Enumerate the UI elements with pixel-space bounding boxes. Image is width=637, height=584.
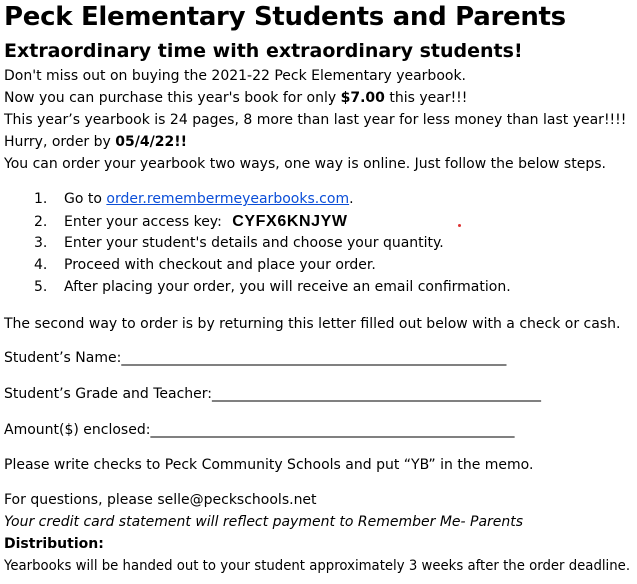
step-text: After placing your order, you will receive an email confirmation.	[64, 279, 511, 295]
intro-line-2	[4, 90, 467, 106]
step-text: Enter your student's details and choose your quantity.	[64, 235, 444, 251]
list-item	[34, 191, 354, 207]
list-item	[34, 279, 511, 295]
intro-line-4	[4, 134, 187, 150]
step-number: 2.	[34, 214, 48, 230]
access-key: CYFX6KNJYW	[232, 213, 348, 230]
step-text: Go to	[64, 191, 107, 207]
page-subtitle: Extraordinary time with extraordinary students!	[4, 40, 523, 62]
amount-field[interactable]: Amount($) enclosed:____________________________________________________	[4, 422, 515, 438]
step-number: 3.	[34, 235, 48, 251]
checks-note: Please write checks to Peck Community Schools and put “YB” in the memo.	[4, 457, 534, 473]
page-title: Peck Elementary Students and Parents	[4, 2, 566, 32]
list-item	[34, 213, 348, 231]
price-text-post: this year!!!	[384, 90, 468, 106]
list-item	[34, 257, 376, 273]
step-text: Proceed with checkout and place your order.	[64, 257, 376, 273]
list-item	[34, 235, 444, 251]
price-text-pre: Now you can purchase this year's book for only	[4, 90, 341, 106]
red-dot-mark	[458, 224, 461, 227]
grade-teacher-field[interactable]: Student’s Grade and Teacher:_______________________________________________	[4, 386, 542, 402]
distribution-text: Yearbooks will be handed out to your student approximately 3 weeks after the order deadline.	[4, 558, 631, 574]
student-name-field[interactable]: Student’s Name:_______________________________________________________	[4, 350, 507, 366]
step-text-post: .	[349, 191, 354, 207]
intro-line-3: This year’s yearbook is 24 pages, 8 more than last year for less money than last year!!!!	[4, 112, 627, 128]
step-number: 4.	[34, 257, 48, 273]
step-number: 1.	[34, 191, 48, 207]
step-number: 5.	[34, 279, 48, 295]
questions-contact: For questions, please selle@peckschools.net	[4, 492, 317, 508]
credit-card-note: Your credit card statement will reflect payment to Remember Me- Parents	[4, 514, 524, 530]
price: $7.00	[340, 90, 385, 106]
step-text: Enter your access key:	[64, 214, 227, 230]
deadline-text: Hurry, order by	[4, 134, 116, 150]
intro-line-5: You can order your yearbook two ways, one way is online. Just follow the below steps.	[4, 156, 606, 172]
order-link[interactable]: order.remembermeyearbooks.com	[106, 191, 350, 207]
second-way-text: The second way to order is by returning this letter filled out below with a check or cash.	[4, 316, 621, 332]
distribution-heading: Distribution:	[4, 536, 104, 552]
intro-line-1: Don't miss out on buying the 2021-22 Peck Elementary yearbook.	[4, 68, 467, 84]
deadline-date: 05/4/22!!	[115, 134, 187, 150]
